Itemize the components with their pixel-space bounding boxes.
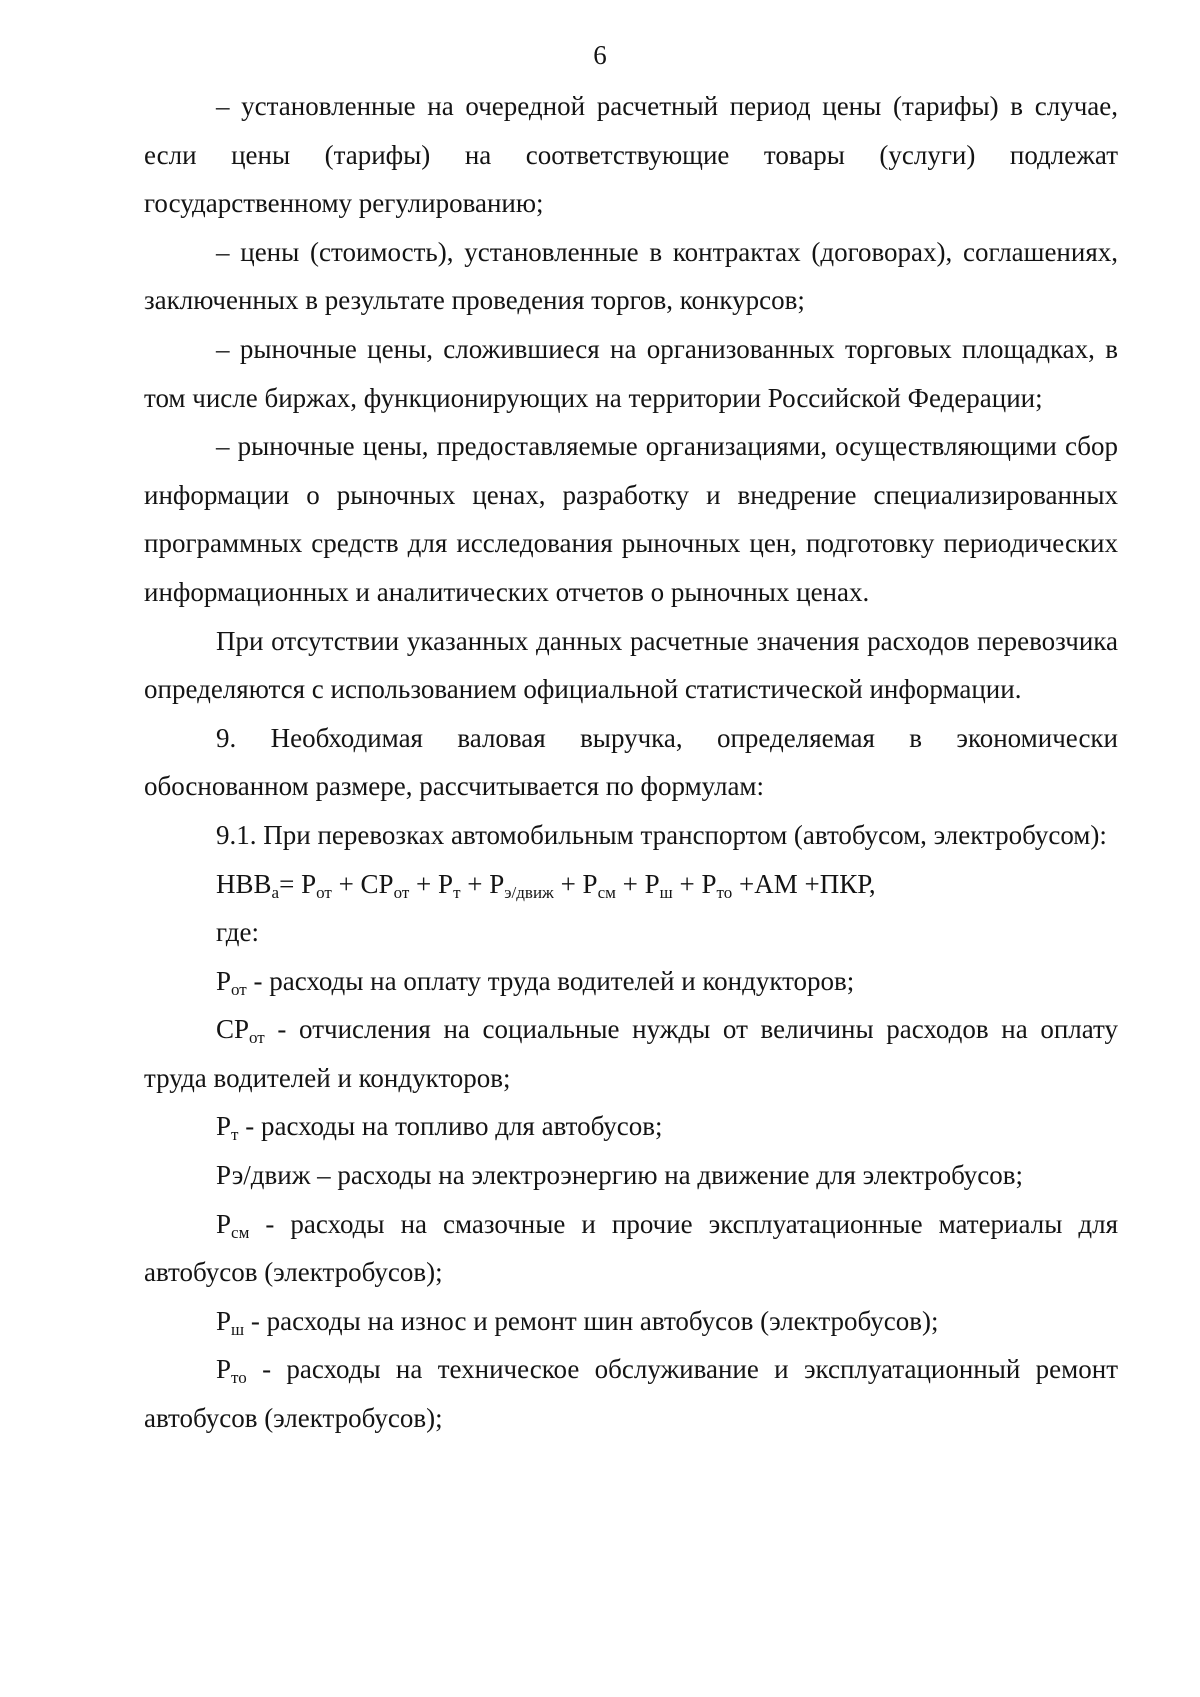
definition-item [144,1151,1118,1200]
definition-text: – расходы на электроэнергию на движение для электробусов; [310,1160,1024,1191]
definition-item [144,1005,1118,1102]
nvv-formula [144,860,1118,909]
definition-subscript: то [231,1368,247,1388]
formula-operator: + [615,868,645,899]
definition-text: - расходы на оплату труда водителей и кондукторов; [246,965,855,996]
list-item: – цены (стоимость), установленные в контрактах (договорах), соглашениях, заключенных в результате проведения торгов, конкурсов; [144,236,1118,316]
definition-item [144,1345,1118,1442]
formula-subscript: э/движ [504,882,554,902]
definition-symbol: Рэ/движ [216,1160,311,1191]
definition-symbol: Р [216,1305,232,1336]
formula-term: Р [701,868,717,899]
formula-subscript: то [716,882,733,902]
definition-subscript: т [231,1125,239,1145]
definition-subscript: ш [231,1319,245,1339]
definition-item [144,1200,1118,1297]
formula-subscript: см [597,882,616,902]
formula-subscript: т [453,882,461,902]
definition-text: - расходы на топливо для автобусов; [238,1111,663,1142]
definition-text: - расходы на смазочные и прочие эксплуатационные материалы для автобусов (электробусов); [144,1208,1118,1288]
formula-term: СР [360,868,394,899]
formula-subscript: ш [659,882,673,902]
formula-subscript: от [393,882,410,902]
list-item: – установленные на очередной расчетный период цены (тарифы) в случае, если цены (тарифы) на соответствующие товары (услуги) подлежат государственному регулированию; [144,91,1118,219]
formula-term: Р [489,868,505,899]
formula-term: Р [438,868,454,899]
definition-text: - расходы на износ и ремонт шин автобусов (электробусов); [244,1305,939,1336]
definition-text: - расходы на техническое обслуживание и эксплуатационный ремонт автобусов (электробусов); [144,1354,1118,1434]
formula-operator: + [460,868,490,899]
formula-operator: + [672,868,702,899]
definition-subscript: см [231,1222,250,1242]
definition-item [144,1297,1118,1346]
definition-symbol: Р [216,1208,232,1239]
formula-term: Р [301,868,317,899]
formula-subscript: а [271,882,280,902]
document-body [144,82,1118,1443]
formula-operator: + [331,868,361,899]
definition-symbol: СР [216,1014,250,1045]
formula-term: Р [582,868,598,899]
definition-text: - отчисления на социальные нужды от величины расходов на оплату труда водителей и кондукторов; [144,1014,1118,1093]
formula-tail: +АМ +ПКР, [732,868,876,899]
formula-operator: + [409,868,439,899]
formula-operator: + [553,868,583,899]
where-label: где: [216,917,259,948]
paragraph-9-1: 9.1. При перевозках автомобильным транспортом (автобусом, электробусом): [216,819,1107,850]
definition-item [144,957,1118,1006]
definition-symbol: Р [216,1111,232,1142]
definition-symbol: Р [216,1354,232,1385]
paragraph-absence: При отсутствии указанных данных расчетные значения расходов перевозчика определяются с использованием официальной статистической информации. [144,625,1118,705]
definition-subscript: от [231,979,247,999]
formula-term: НВВ [216,868,272,899]
definition-symbol: Р [216,965,232,996]
paragraph-9: 9. Необходимая валовая выручка, определяемая в экономически обоснованном размере, рассчитывается по формулам: [144,722,1118,802]
page-number: 6 [593,40,607,70]
formula-term: Р [644,868,660,899]
formula-subscript: от [316,882,332,902]
formula-operator: = [279,868,302,899]
definition-subscript: от [249,1028,265,1048]
list-item: – рыночные цены, предоставляемые организациями, осуществляющими сбор информации о рыночных ценах, разработку и внедрение специализированных программных средств для исследования рыночных цен, подготовку периодических информационных и аналитических отчетов о рыночных ценах. [144,431,1118,607]
definition-item [144,1102,1118,1151]
list-item: – рыночные цены, сложившиеся на организованных торговых площадках, в том числе биржах, функционирующих на территории Российской Федерации; [144,333,1118,413]
